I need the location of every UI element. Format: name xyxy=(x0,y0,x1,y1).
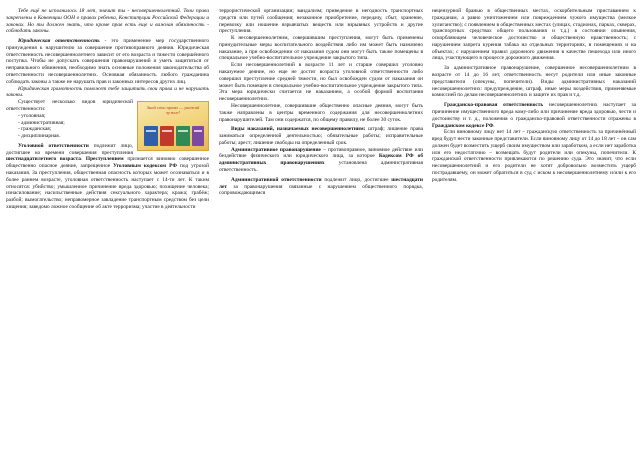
column-right xyxy=(432,8,636,450)
book-icon xyxy=(160,126,174,146)
administrative-offense-term: Административное правонарушение xyxy=(231,146,321,153)
civil-code-term: Гражданском кодексе РФ xyxy=(432,122,494,129)
legal-responsibility-paragraph xyxy=(6,38,209,85)
text-fragment: подлежит лицо, достигшее xyxy=(321,176,392,183)
punishment-types-text: штраф; лишение права заниматься определенной деятельностью; обязательные работы; исправительные работы; арест; лишение свободы на определенный срок. xyxy=(219,126,423,146)
text-fragment: . xyxy=(80,156,86,163)
special-institution-paragraph: Если несовершеннолетний в возрасте 11 лет и старше совершил уголовно наказуемое деяние, но еще не достиг возраста уголовной ответственности либо совершил преступление средней тяжести, но был освобожден судом от наказания он может быть помещен в специальное учебно-воспитательное учреждение закрытого типа. Эта мера юридически считается не наказанием, а особой формой воспитания несовершеннолетних. xyxy=(219,62,423,103)
legal-literacy-paragraph: Юридическая грамотность поможет тебе защитить свои права и не нарушать законы. xyxy=(6,85,209,99)
legal-responsibility-text: - это применение мер государственного принуждения к нарушителю за совершение противоправного деяния. Юридическая ответственность несовершеннолетнего зависит от его возраста и тяжести совершённого поступка. Чтобы не допускать совершения правонарушений и уметь защититься от неправильного обвинения, необходимо знать основные положения законодательства об ответственности несовершеннолетних. Основная обязанность любого гражданина соблюдать законы а также не нарушать прав и законных интересов других лиц. xyxy=(6,38,209,85)
measures-paragraph: К несовершеннолетним, совершившим преступления, могут быть применены принудительные меры воспитательного воздействия либо им может быть назначено наказание, а при освобождении от наказания судом они могут быть также помещены в специальное учебно-воспитательное учреждение закрытого типа. xyxy=(219,35,423,62)
crime-term: Преступлением xyxy=(85,156,124,163)
list-item: - гражданская; xyxy=(18,126,52,133)
criminal-responsibility-term: Уголовной ответственности xyxy=(18,142,89,149)
legal-responsibility-term: Юридическая ответственность xyxy=(18,38,100,45)
punishment-types-paragraph xyxy=(219,126,423,146)
types-intro-paragraph: Существует несколько видов юридической ответственности: xyxy=(6,99,133,112)
list-item: - административная; xyxy=(18,119,65,126)
list-item: - дисциплинарная. xyxy=(18,133,61,140)
book-icon xyxy=(176,126,190,146)
administrative-responsibility-term: Административной ответственности xyxy=(231,176,322,183)
temporary-centers-paragraph: Несовершеннолетние, совершившие общественно опасные деяния, могут быть также направлены в центры временного содержания для несовершеннолетних правонарушителей. Там они содержатся, по общему правилу, не более 30 суток. xyxy=(219,102,423,123)
illustration-caption: Знай свои права — уважай чужие! xyxy=(146,105,200,116)
rights-illustration xyxy=(137,101,209,151)
damage-compensation-paragraph: Если виновному лицу нет 14 лет – гражданскую ответственность за причинённый вред будут нести законные представители. Если виновному лицу от 14 до 18 лет – он сам должен будет возместить ущерб своим имуществом или заработком, а если нет заработка или его недостаточно – возмещать будут родители или опекуны, попечители. К гражданской ответственности привлекаются по решению суда. Это значит, что если несовершеннолетний и его родители не хотят добровольно возместить ущерб пострадавшему, он может обратиться в суд с иском к несовершеннолетнему и/или к его родителям. xyxy=(432,129,636,183)
intro-paragraph: Тебе ещё не исполнилось 18 лет, значит ты - несовершеннолетний. Твои права закреплены в Конвенции ООН о правах ребенка, Конституции Российской Федерации и законах. Но ты должен знать, что кроме прав есть еще и важная обязанность - соблюдать законы. xyxy=(6,8,209,35)
list-item: - уголовная; xyxy=(18,112,46,119)
text-fragment: признается виновно совершенное общественно опасное деяние, запрещенное xyxy=(6,156,209,170)
administrative-offense-paragraph xyxy=(219,147,423,174)
administrative-responsibility-paragraph xyxy=(219,177,423,197)
civil-responsibility-term: Гражданско-правовая ответственность xyxy=(444,102,544,109)
text-fragment: несовершеннолетних наступает за причинение имущественного вреда кому-либо или причинение вреда здоровью, чести и достоинству и т. д., положения о гражданско-правовой ответственности отражены в xyxy=(432,102,636,122)
text-fragment: . xyxy=(493,122,495,129)
text-fragment: за правонарушения связанные с нарушением общественного порядка, сопровождающимся xyxy=(219,183,423,197)
continuation-paragraph: террористической организации; вандализм; приведение в негодность транспортных средств или путей сообщения; незаконное приобретение, передачу, сбыт, хранение, перевозку или ношение взрывчатых веществ или взрывных устройств и другие преступления. xyxy=(219,8,423,35)
parents-liability-paragraph: За административное правонарушение, совершенное несовершеннолетним в возрасте от 14 до 16 лет, ответственность несут родители или иные законные представители (опекуны, попечители). Виды административных наказаний несовершеннолетних: предупреждение, штраф, иные меры воздействия, применяемые комиссией по делам несовершеннолетних и защите их прав и т.д. xyxy=(432,65,636,99)
age-sixteen-term: шестнадцатилетнего возраста xyxy=(6,156,81,163)
continuation-paragraph: нецензурной бранью в общественных местах, оскорбительным приставанием к гражданам, а равно уничтожением или повреждением чужого имущества (мелкое хулиганство); с появлением в общественных местах (улицах, стадионах, парках, скверах, транспортных средствах общего пользования и т.д.) в состоянии опьянения, оскорбляющем человеческое достоинство и общественную нравственность; с нарушением запрета курения табака на отдельных территориях, в помещениях и на объектах; с нарушением правил дорожного движения в качестве пешехода или иного лица, участвующего в процессе дорожного движения. xyxy=(432,8,636,62)
column-middle xyxy=(219,8,423,450)
column-left xyxy=(6,8,209,450)
text-fragment: подлежит лицо, достигшее ко времени совершения преступления xyxy=(6,142,133,156)
text-fragment: установлена административная ответственность. xyxy=(219,160,423,173)
text-fragment: – противоправное, виновное действие или бездействие физического или юридического лица, за которое xyxy=(219,146,423,160)
punishment-types-term: Виды наказаний, назначаемых несовершеннолетним: xyxy=(231,126,366,133)
criminal-responsibility-paragraph xyxy=(6,143,209,211)
text-fragment: под угрозой наказания. За преступления, общественная опасность которых может осознаваться и в более раннем возрасте, уголовная ответственность наступает с 14-ти лет. К таким относятся: убийство; умышленное причинение вреда здоровью; похищение человека; изнасилование; насильственные действия сексуального характера; кража; грабёж; разбой; вымогательство; неправомерное завладение транспортным средством без цели хищения; заведомо ложное сообщение об акте терроризма; участие в деятельности xyxy=(6,163,209,210)
book-icon xyxy=(192,126,204,146)
criminal-code-term: Уголовным кодексом РФ xyxy=(113,163,177,170)
admin-code-term: Кодексом РФ об административных правонарушениях xyxy=(219,153,423,167)
civil-responsibility-paragraph xyxy=(432,102,636,129)
age-sixteen-term: шестнадцати лет xyxy=(219,176,423,190)
book-icon xyxy=(144,126,158,146)
